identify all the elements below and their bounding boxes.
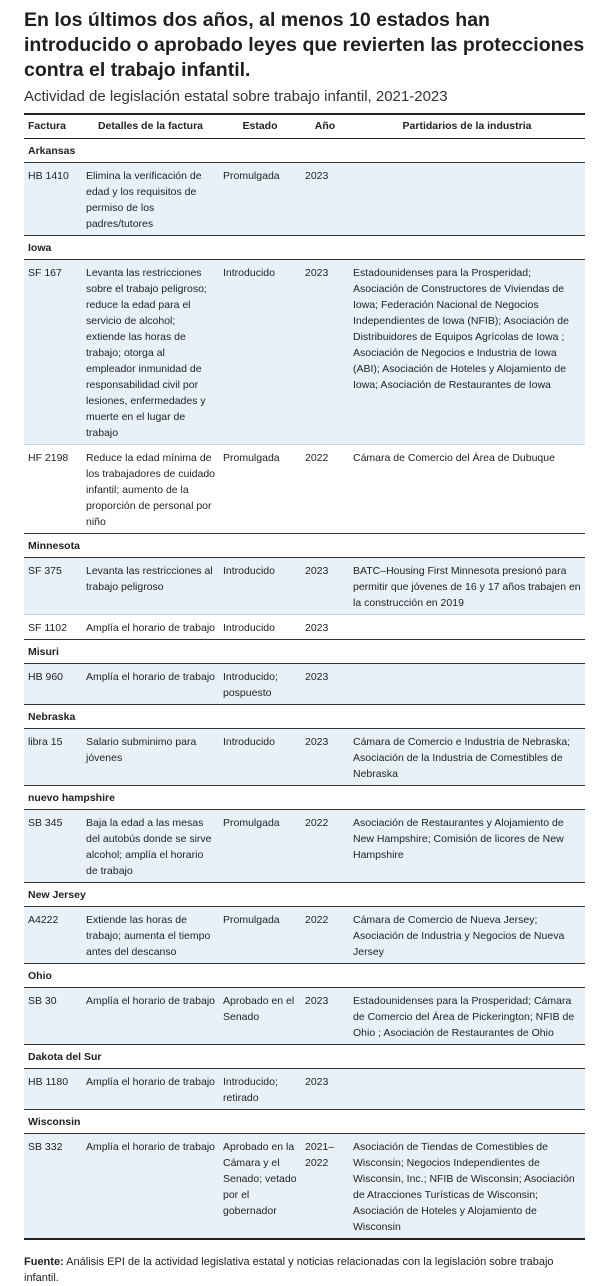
header-status: Estado: [219, 114, 301, 139]
table-row: [24, 988, 585, 1045]
details-cell: Amplía el horario de trabajo: [82, 664, 219, 705]
state-name: Iowa: [24, 236, 585, 260]
table-row: [24, 1134, 585, 1240]
bill-cell: HB 1180: [24, 1069, 82, 1110]
year-cell: 2021–2022: [301, 1134, 349, 1240]
state-row: [24, 705, 585, 729]
year-cell: 2022: [301, 445, 349, 534]
state-name: Wisconsin: [24, 1110, 585, 1134]
status-cell: Introducido: [219, 729, 301, 786]
details-cell: Amplía el horario de trabajo: [82, 988, 219, 1045]
supporters-cell: Estadounidenses para la Prosperidad; Asociación de Constructores de Viviendas de Iowa; Federación Nacional de Negocios Independientes de Iowa (NFIB); Asociación de Distribuidores de Equipos Agrícolas de Iowa ; Asociación de Negocios e Industria de Iowa (ABI); Asociación de Hoteles y Alojamiento de Iowa; Asociación de Restaurantes de Iowa: [349, 260, 585, 445]
supporters-cell: [349, 1069, 585, 1110]
status-cell: Aprobado en la Cámara y el Senado; vetado por el gobernador: [219, 1134, 301, 1240]
status-cell: Aprobado en el Senado: [219, 988, 301, 1045]
status-cell: Promulgada: [219, 810, 301, 883]
state-name: New Jersey: [24, 883, 585, 907]
details-cell: Baja la edad a las mesas del autobús donde se sirve alcohol; amplía el horario de trabajo: [82, 810, 219, 883]
year-cell: 2023: [301, 664, 349, 705]
page-subtitle: Actividad de legislación estatal sobre trabajo infantil, 2021-2023: [24, 88, 448, 105]
supporters-cell: [349, 664, 585, 705]
source-label: Fuente:: [24, 1256, 64, 1268]
state-row: [24, 139, 585, 163]
table-row: [24, 1069, 585, 1110]
supporters-cell: Cámara de Comercio e Industria de Nebraska; Asociación de la Industria de Comestibles de Nebraska: [349, 729, 585, 786]
supporters-cell: Cámara de Comercio del Área de Dubuque: [349, 445, 585, 534]
supporters-cell: [349, 615, 585, 640]
bill-cell: SF 375: [24, 558, 82, 615]
state-row: [24, 964, 585, 988]
year-cell: 2023: [301, 988, 349, 1045]
state-name: Arkansas: [24, 139, 585, 163]
bill-cell: HF 2198: [24, 445, 82, 534]
table-row: [24, 615, 585, 640]
details-cell: Amplía el horario de trabajo: [82, 615, 219, 640]
status-cell: Promulgada: [219, 445, 301, 534]
year-cell: 2023: [301, 615, 349, 640]
bill-cell: SB 332: [24, 1134, 82, 1240]
state-name: Minnesota: [24, 534, 585, 558]
bill-cell: A4222: [24, 907, 82, 964]
header-year: Año: [301, 114, 349, 139]
year-cell: 2022: [301, 810, 349, 883]
state-name: nuevo hampshire: [24, 786, 585, 810]
supporters-cell: BATC–Housing First Minnesota presionó para permitir que jóvenes de 16 y 17 años trabajen en la construcción en 2019: [349, 558, 585, 615]
details-cell: Levanta las restricciones sobre el trabajo peligroso; reduce la edad para el servicio de alcohol; extiende las horas de trabajo; otorga al empleador inmunidad de responsabilidad civil por lesiones, enfermedades y muerte en el lugar de trabajo: [82, 260, 219, 445]
table-row: [24, 163, 585, 236]
status-cell: Introducido: [219, 260, 301, 445]
bill-cell: SF 167: [24, 260, 82, 445]
bill-cell: HB 960: [24, 664, 82, 705]
supporters-cell: Cámara de Comercio de Nueva Jersey; Asociación de Industria y Negocios de Nueva Jersey: [349, 907, 585, 964]
state-row: [24, 1045, 585, 1069]
supporters-cell: [349, 163, 585, 236]
details-cell: Extiende las horas de trabajo; aumenta el tiempo antes del descanso: [82, 907, 219, 964]
table-row: [24, 907, 585, 964]
legislation-table: [24, 113, 585, 1240]
details-cell: Reduce la edad mínima de los trabajadores de cuidado infantil; aumento de la proporción de personal por niño: [82, 445, 219, 534]
status-cell: Introducido; retirado: [219, 1069, 301, 1110]
year-cell: 2022: [301, 907, 349, 964]
table-header: [24, 114, 585, 139]
state-name: Misuri: [24, 640, 585, 664]
bill-cell: libra 15: [24, 729, 82, 786]
year-cell: 2023: [301, 729, 349, 786]
bill-cell: SB 30: [24, 988, 82, 1045]
header-details: Detalles de la factura: [82, 114, 219, 139]
table-body: [24, 139, 585, 1240]
year-cell: 2023: [301, 1069, 349, 1110]
state-row: [24, 1110, 585, 1134]
year-cell: 2023: [301, 260, 349, 445]
supporters-cell: Asociación de Restaurantes y Alojamiento de New Hampshire; Comisión de licores de New Hampshire: [349, 810, 585, 883]
status-cell: Promulgada: [219, 907, 301, 964]
table-row: [24, 445, 585, 534]
state-row: [24, 534, 585, 558]
details-cell: Levanta las restricciones al trabajo peligroso: [82, 558, 219, 615]
state-name: Dakota del Sur: [24, 1045, 585, 1069]
table-row: [24, 558, 585, 615]
table-row: [24, 664, 585, 705]
bill-cell: HB 1410: [24, 163, 82, 236]
status-cell: Introducido: [219, 558, 301, 615]
status-cell: Introducido: [219, 615, 301, 640]
details-cell: Amplía el horario de trabajo: [82, 1069, 219, 1110]
bill-cell: SF 1102: [24, 615, 82, 640]
header-bill: Factura: [24, 114, 82, 139]
state-row: [24, 786, 585, 810]
details-cell: Salario subminimo para jóvenes: [82, 729, 219, 786]
supporters-cell: Asociación de Tiendas de Comestibles de Wisconsin; Negocios Independientes de Wisconsin, Inc.; NFIB de Wisconsin; Asociación de Atracciones Turísticas de Wisconsin; Asociación de Hoteles y Alojamiento de Wisconsin: [349, 1134, 585, 1240]
page-title: En los últimos dos años, al menos 10 estados han introducido o aprobado leyes que revierten las protecciones contra el trabajo infantil.: [24, 9, 585, 81]
status-cell: Introducido; pospuesto: [219, 664, 301, 705]
table-row: [24, 260, 585, 445]
table-row: [24, 729, 585, 786]
table-row: [24, 810, 585, 883]
header-supporters: Partidarios de la industria: [349, 114, 585, 139]
state-name: Ohio: [24, 964, 585, 988]
details-cell: Amplía el horario de trabajo: [82, 1134, 219, 1240]
details-cell: Elimina la verificación de edad y los requisitos de permiso de los padres/tutores: [82, 163, 219, 236]
bill-cell: SB 345: [24, 810, 82, 883]
year-cell: 2023: [301, 558, 349, 615]
state-row: [24, 640, 585, 664]
source-text: Análisis EPI de la actividad legislativa estatal y noticias relacionadas con la legislación sobre trabajo infantil.: [24, 1256, 554, 1284]
state-row: [24, 883, 585, 907]
state-name: Nebraska: [24, 705, 585, 729]
year-cell: 2023: [301, 163, 349, 236]
status-cell: Promulgada: [219, 163, 301, 236]
state-row: [24, 236, 585, 260]
supporters-cell: Estadounidenses para la Prosperidad; Cámara de Comercio del Área de Pickerington; NFIB de Ohio ; Asociación de Restaurantes de Ohio: [349, 988, 585, 1045]
source-note: [24, 1254, 585, 1286]
